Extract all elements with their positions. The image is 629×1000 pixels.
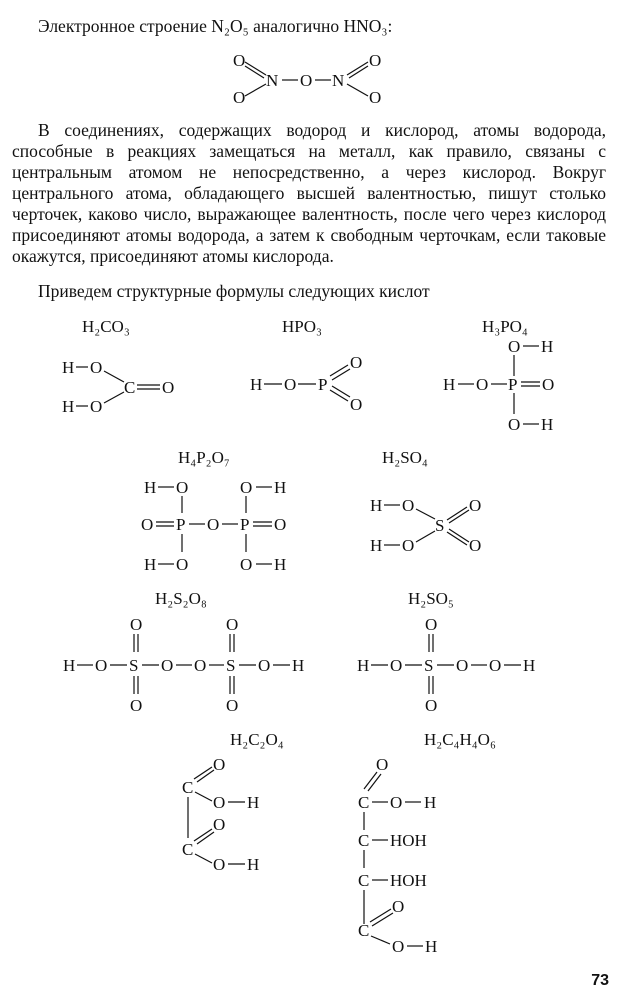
- atom-o: O: [274, 515, 287, 534]
- atom-o: O: [390, 656, 403, 675]
- atom-o: O: [508, 337, 521, 356]
- atom-o: O: [161, 656, 174, 675]
- atom-o: O: [130, 696, 143, 715]
- h2c2o4-structure: [182, 755, 259, 874]
- bond-line: [371, 936, 390, 944]
- atom-o: O: [402, 496, 415, 515]
- atom-hoh: HOH: [390, 831, 427, 850]
- atom-n: N: [332, 71, 345, 90]
- bond-line: [195, 792, 212, 801]
- atom-h: H: [144, 478, 157, 497]
- atom-c: C: [358, 831, 370, 850]
- atom-p: P: [176, 515, 186, 534]
- atom-h: H: [370, 496, 383, 515]
- n2o5-structure: [233, 51, 381, 107]
- atom-p: P: [240, 515, 250, 534]
- atom-s: S: [435, 516, 445, 535]
- atom-h: H: [541, 415, 554, 434]
- atom-h: H: [250, 375, 263, 394]
- formula-h2c2o4: H₂C₂O₄: [230, 730, 284, 749]
- h2c4h4o6-structure: [358, 755, 437, 956]
- atom-h: H: [247, 793, 260, 812]
- h2so4-structure: [370, 496, 481, 555]
- atom-o: O: [350, 395, 363, 414]
- bond-line: [416, 509, 435, 519]
- atom-o: O: [508, 415, 521, 434]
- h2co3-structure: [62, 358, 174, 416]
- atom-h: H: [370, 536, 383, 555]
- atom-o: O: [425, 615, 438, 634]
- h3po4-structure: [443, 337, 554, 434]
- atom-o: O: [369, 88, 382, 107]
- atom-o: O: [300, 71, 313, 90]
- atom-h: H: [274, 478, 287, 497]
- atom-s: S: [129, 656, 139, 675]
- atom-o: O: [213, 793, 226, 812]
- atom-o: O: [176, 478, 189, 497]
- atom-o: O: [213, 855, 226, 874]
- bond-line: [332, 386, 350, 397]
- page-number: 73: [591, 972, 609, 989]
- atom-o: O: [240, 478, 253, 497]
- bond-line: [330, 390, 348, 401]
- atom-o: O: [213, 815, 226, 834]
- hpo3-structure: [250, 353, 362, 414]
- atom-o: O: [213, 755, 226, 774]
- atom-o: O: [240, 555, 253, 574]
- bond-line: [104, 392, 124, 403]
- atom-o: O: [469, 536, 482, 555]
- atom-o: O: [207, 515, 220, 534]
- body-paragraph: В соединениях, содержащих водород и кислород, атомы водорода, способные в реакциях замещаться на металл, как правило, связаны с центральным атомом не непосредственно, а через кислород. Вокруг центрального атома, обладающего высшей валентностью, пишут столько черточек, каково число, выражающее валентность, после чего через кислород присоединяют атомы водорода, а затем к свободным черточкам, если таковые окажутся, присоединяют атомы кислорода.: [12, 120, 606, 266]
- atom-o: O: [226, 696, 239, 715]
- atom-p: P: [508, 375, 518, 394]
- atom-o: O: [392, 897, 405, 916]
- atom-o: O: [233, 51, 246, 70]
- atom-o: O: [90, 358, 103, 377]
- atom-n: N: [266, 71, 279, 90]
- intro-text: Электронное строение N₂O₅ аналогично HNO₃:: [38, 16, 393, 36]
- bond-line: [347, 84, 368, 96]
- atom-h: H: [292, 656, 305, 675]
- atom-h: H: [247, 855, 260, 874]
- atom-o: O: [476, 375, 489, 394]
- atom-o: O: [376, 755, 389, 774]
- atom-c: C: [182, 778, 194, 797]
- atom-o: O: [130, 615, 143, 634]
- atom-c: C: [358, 871, 370, 890]
- atom-o: O: [258, 656, 271, 675]
- atom-c: C: [124, 378, 136, 397]
- atom-o: O: [369, 51, 382, 70]
- atom-o: O: [233, 88, 246, 107]
- bond-line: [416, 531, 435, 542]
- atom-o: O: [390, 793, 403, 812]
- atom-o: O: [141, 515, 154, 534]
- atom-h: H: [62, 358, 75, 377]
- atom-h: H: [63, 656, 76, 675]
- atom-h: H: [443, 375, 456, 394]
- atom-o: O: [90, 397, 103, 416]
- bond-line: [245, 84, 266, 96]
- atom-o: O: [162, 378, 175, 397]
- atom-h: H: [425, 937, 438, 956]
- bond-line: [330, 365, 348, 376]
- formula-h2s2o8: H₂S₂O₈: [155, 589, 207, 608]
- atom-h: H: [523, 656, 536, 675]
- atom-o: O: [350, 353, 363, 372]
- atom-o: O: [284, 375, 297, 394]
- atom-p: P: [318, 375, 328, 394]
- atom-s: S: [226, 656, 236, 675]
- atom-h: H: [424, 793, 437, 812]
- atom-hoh: HOH: [390, 871, 427, 890]
- h4p2o7-structure: [141, 478, 286, 574]
- atom-h: H: [62, 397, 75, 416]
- atom-c: C: [182, 840, 194, 859]
- atom-o: O: [469, 496, 482, 515]
- bond-line: [364, 772, 377, 789]
- bond-line: [332, 369, 350, 380]
- bond-line: [368, 774, 381, 791]
- atom-o: O: [456, 656, 469, 675]
- bond-line: [104, 371, 124, 382]
- formula-h2so4: H₂SO₄: [382, 448, 428, 467]
- atom-o: O: [402, 536, 415, 555]
- formula-h2c4h4o6: H₂C₄H₄O₆: [424, 730, 496, 749]
- formula-h4p2o7: H₄P₂O₇: [178, 448, 230, 467]
- atom-o: O: [226, 615, 239, 634]
- atom-h: H: [357, 656, 370, 675]
- atom-h: H: [274, 555, 287, 574]
- atom-o: O: [95, 656, 108, 675]
- atom-c: C: [358, 921, 370, 940]
- atom-c: C: [358, 793, 370, 812]
- atom-o: O: [425, 696, 438, 715]
- atom-o: O: [176, 555, 189, 574]
- atom-h: H: [144, 555, 157, 574]
- formula-h2co3: H₂CO₃: [82, 317, 130, 336]
- formula-h2so5: H₂SO₅: [408, 589, 454, 608]
- atom-o: O: [489, 656, 502, 675]
- structures-heading: Приведем структурные формулы следующих кислот: [38, 281, 430, 301]
- atom-o: O: [392, 937, 405, 956]
- atom-h: H: [541, 337, 554, 356]
- bond-line: [195, 854, 212, 863]
- atom-s: S: [424, 656, 434, 675]
- atom-o: O: [542, 375, 555, 394]
- atom-o: O: [194, 656, 207, 675]
- h2so5-structure: [357, 615, 535, 715]
- formula-hpo3: HPO₃: [282, 317, 322, 336]
- formula-h3po4: H₃PO₄: [482, 317, 528, 336]
- h2s2o8-structure: [63, 615, 304, 715]
